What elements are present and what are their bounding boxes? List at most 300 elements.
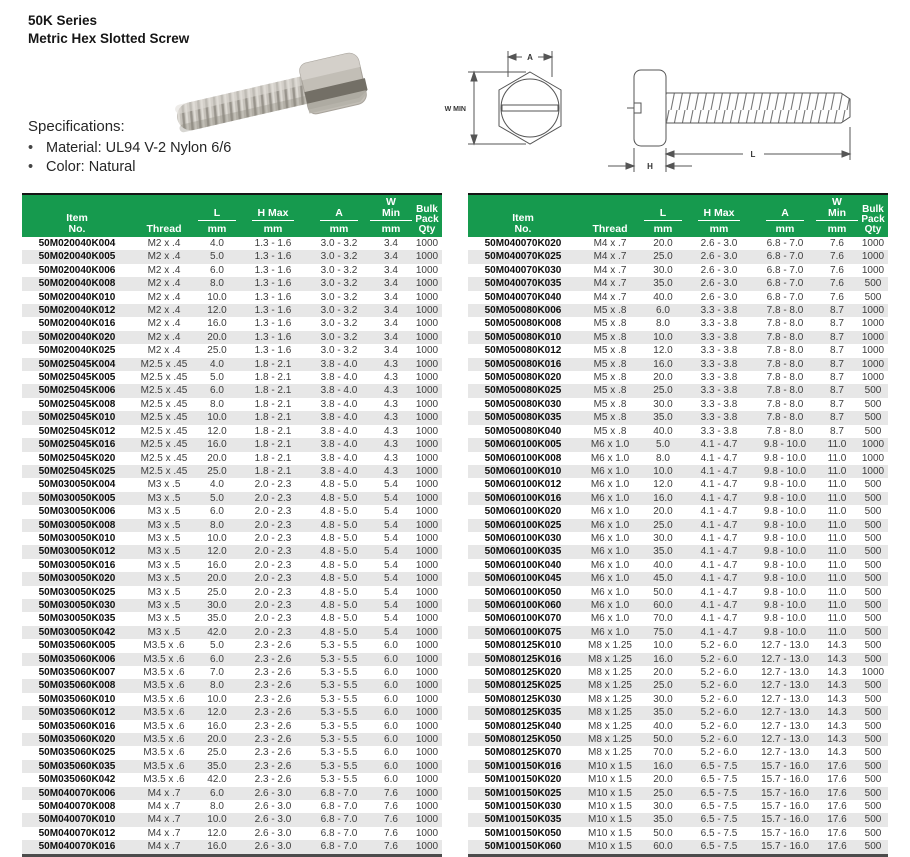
length-cell: 5.0 (210, 640, 224, 652)
item-no-cell: 50M100150K020 (484, 774, 562, 786)
thread-cell: M4 x .7 (593, 238, 627, 249)
a-dim-cell: 7.8 - 8.0 (766, 318, 804, 330)
length-cell: 12.0 (207, 707, 227, 719)
hex-front-view (468, 51, 561, 144)
h-max-cell: 6.5 - 7.5 (700, 787, 738, 799)
item-no-cell: 50M060100K020 (484, 506, 562, 518)
length-cell: 12.0 (207, 425, 227, 437)
h-max-cell: 1.8 - 2.1 (254, 452, 292, 464)
a-dim-cell: 5.3 - 5.5 (320, 693, 358, 705)
item-no-cell: 50M060100K040 (484, 559, 562, 571)
h-max-cell: 2.3 - 2.6 (254, 774, 292, 786)
length-cell: 40.0 (653, 559, 673, 571)
table-row (22, 465, 442, 478)
h-max-cell: 4.1 - 4.7 (700, 506, 738, 518)
qty-cell: 500 (864, 532, 882, 544)
w-min-cell: 3.4 (384, 251, 398, 263)
col-header-h-max: H Max mm (684, 194, 754, 237)
a-dim-cell: 7.8 - 8.0 (766, 398, 804, 410)
w-min-cell: 4.3 (384, 452, 398, 464)
a-dim-cell: 6.8 - 7.0 (766, 264, 804, 276)
item-no-cell: 50M025045K012 (38, 425, 116, 437)
h-max-cell: 6.5 - 7.5 (700, 814, 738, 826)
thread-cell: M5 x .8 (593, 385, 627, 397)
thread-cell: M3 x .5 (147, 479, 181, 491)
length-cell: 6.0 (210, 506, 224, 518)
h-max-cell: 2.6 - 3.0 (254, 787, 292, 799)
w-min-cell: 7.6 (830, 291, 844, 303)
item-no-cell: 50M030050K004 (38, 479, 116, 491)
item-no-cell: 50M100150K030 (484, 801, 562, 813)
table-row (468, 291, 888, 304)
table-row (22, 438, 442, 451)
qty-cell: 1000 (415, 238, 439, 249)
qty-cell: 500 (864, 747, 882, 759)
thread-cell: M2.5 x .45 (140, 465, 188, 477)
table-row (468, 840, 888, 855)
a-dim-cell: 4.8 - 5.0 (320, 586, 358, 598)
item-no-cell: 50M035060K016 (38, 720, 116, 732)
h-max-cell: 2.6 - 3.0 (254, 814, 292, 826)
w-min-cell: 6.0 (384, 640, 398, 652)
h-max-cell: 2.3 - 2.6 (254, 747, 292, 759)
w-min-cell: 3.4 (384, 238, 398, 249)
a-dim-cell: 12.7 - 13.0 (761, 680, 809, 692)
table-row (468, 733, 888, 746)
qty-cell: 500 (864, 720, 882, 732)
length-cell: 42.0 (207, 774, 227, 786)
length-cell: 30.0 (653, 398, 673, 410)
length-cell: 20.0 (653, 372, 673, 384)
table-row (468, 237, 888, 250)
thread-cell: M5 x .8 (593, 331, 627, 343)
item-no-cell: 50M100150K060 (484, 841, 562, 853)
length-cell: 5.0 (210, 492, 224, 504)
a-dim-cell: 6.8 - 7.0 (320, 841, 358, 853)
qty-cell: 1000 (415, 398, 439, 410)
qty-cell: 1000 (861, 331, 885, 343)
table-row (468, 492, 888, 505)
h-max-cell: 3.3 - 3.8 (700, 331, 738, 343)
length-cell: 10.0 (207, 291, 227, 303)
w-min-cell: 4.3 (384, 439, 398, 451)
w-min-cell: 14.3 (827, 720, 847, 732)
thread-cell: M4 x .7 (147, 841, 181, 853)
w-min-cell: 4.3 (384, 358, 398, 370)
length-cell: 7.0 (210, 667, 224, 678)
item-no-cell: 50M025045K004 (38, 358, 116, 370)
thread-cell: M2 x .4 (147, 251, 181, 263)
w-min-cell: 8.7 (830, 345, 844, 357)
a-dim-cell: 6.8 - 7.0 (320, 801, 358, 813)
table-row (22, 787, 442, 800)
length-cell: 25.0 (207, 345, 227, 357)
length-cell: 10.0 (207, 412, 227, 424)
item-no-cell: 50M030050K008 (38, 519, 116, 531)
table-body-right (468, 237, 888, 855)
thread-cell: M6 x 1.0 (590, 439, 630, 451)
qty-cell: 1000 (415, 452, 439, 464)
h-max-cell: 5.2 - 6.0 (700, 693, 738, 705)
thread-cell: M2 x .4 (147, 318, 181, 330)
a-dim-cell: 5.3 - 5.5 (320, 680, 358, 692)
thread-cell: M6 x 1.0 (590, 546, 630, 558)
table-row (468, 559, 888, 572)
table-row (22, 626, 442, 639)
qty-cell: 1000 (415, 667, 439, 678)
length-cell: 20.0 (207, 331, 227, 343)
item-no-cell: 50M035060K007 (38, 667, 116, 678)
table-row (468, 371, 888, 384)
w-min-cell: 3.4 (384, 291, 398, 303)
length-cell: 30.0 (653, 532, 673, 544)
w-min-cell: 11.0 (827, 532, 847, 544)
h-max-cell: 4.1 - 4.7 (700, 452, 738, 464)
item-no-cell: 50M060100K075 (484, 626, 562, 638)
w-min-cell: 6.0 (384, 667, 398, 678)
thread-cell: M6 x 1.0 (590, 573, 630, 585)
length-cell: 25.0 (653, 385, 673, 397)
qty-cell: 500 (864, 774, 882, 786)
qty-cell: 500 (864, 801, 882, 813)
table-row (22, 237, 442, 250)
item-no-cell: 50M060100K035 (484, 546, 562, 558)
a-dim-cell: 4.8 - 5.0 (320, 573, 358, 585)
item-no-cell: 50M025045K016 (38, 439, 116, 451)
thread-cell: M2 x .4 (147, 291, 181, 303)
w-min-cell: 14.3 (827, 680, 847, 692)
thread-cell: M8 x 1.25 (588, 720, 632, 732)
length-cell: 5.0 (210, 372, 224, 384)
qty-cell: 1000 (415, 425, 439, 437)
h-max-cell: 2.0 - 2.3 (254, 599, 292, 611)
qty-cell: 500 (864, 599, 882, 611)
item-no-cell: 50M080125K025 (484, 680, 562, 692)
thread-cell: M3.5 x .6 (143, 667, 185, 678)
h-max-cell: 4.1 - 4.7 (700, 626, 738, 638)
thread-cell: M3.5 x .6 (143, 734, 185, 746)
table-header-right (468, 194, 888, 237)
bullet-icon: • (28, 140, 34, 156)
qty-cell: 1000 (415, 264, 439, 276)
a-dim-cell: 3.8 - 4.0 (320, 465, 358, 477)
h-max-cell: 2.0 - 2.3 (254, 626, 292, 638)
qty-cell: 1000 (861, 439, 885, 451)
a-dim-cell: 15.7 - 16.0 (761, 774, 809, 786)
a-dim-cell: 9.8 - 10.0 (763, 492, 807, 504)
length-cell: 75.0 (653, 626, 673, 638)
a-dim-cell: 12.7 - 13.0 (761, 720, 809, 732)
h-max-cell: 4.1 - 4.7 (700, 479, 738, 491)
h-max-cell: 3.3 - 3.8 (700, 372, 738, 384)
table-row (468, 384, 888, 397)
qty-cell: 1000 (861, 318, 885, 330)
w-min-cell: 3.4 (384, 331, 398, 343)
a-dim-cell: 5.3 - 5.5 (320, 760, 358, 772)
technical-drawing (438, 20, 906, 193)
thread-cell: M2.5 x .45 (140, 439, 188, 451)
qty-cell: 1000 (415, 774, 439, 786)
a-dim-cell: 3.0 - 3.2 (320, 345, 358, 357)
table-row (468, 800, 888, 813)
item-no-cell: 50M060100K010 (484, 465, 562, 477)
w-min-cell: 6.0 (384, 693, 398, 705)
length-cell: 12.0 (207, 305, 227, 317)
length-cell: 10.0 (207, 532, 227, 544)
h-max-cell: 2.0 - 2.3 (254, 586, 292, 598)
thread-cell: M5 x .8 (593, 425, 627, 437)
a-dim-cell: 3.8 - 4.0 (320, 412, 358, 424)
h-max-cell: 3.3 - 3.8 (700, 398, 738, 410)
h-max-cell: 5.2 - 6.0 (700, 667, 738, 678)
item-no-cell: 50M060100K016 (484, 492, 562, 504)
length-cell: 6.0 (210, 385, 224, 397)
qty-cell: 500 (864, 479, 882, 491)
length-cell: 10.0 (207, 693, 227, 705)
a-dim-cell: 5.3 - 5.5 (320, 667, 358, 678)
length-cell: 25.0 (207, 747, 227, 759)
qty-cell: 500 (864, 278, 882, 290)
qty-cell: 500 (864, 626, 882, 638)
header-row (22, 194, 442, 237)
item-no-cell: 50M040070K040 (484, 291, 562, 303)
thread-cell: M3 x .5 (147, 573, 181, 585)
w-min-cell: 11.0 (827, 492, 847, 504)
qty-cell: 1000 (415, 559, 439, 571)
item-no-cell: 50M020040K010 (38, 291, 116, 303)
w-min-cell: 4.3 (384, 385, 398, 397)
a-dim-cell: 4.8 - 5.0 (320, 599, 358, 611)
h-max-cell: 5.2 - 6.0 (700, 640, 738, 652)
item-no-cell: 50M025045K006 (38, 385, 116, 397)
table-row (22, 559, 442, 572)
w-min-cell: 5.4 (384, 599, 398, 611)
thread-cell: M3 x .5 (147, 559, 181, 571)
table-row (22, 706, 442, 719)
w-min-cell: 5.4 (384, 573, 398, 585)
h-max-cell: 1.3 - 1.6 (254, 345, 292, 357)
qty-cell: 1000 (415, 599, 439, 611)
table-row (22, 720, 442, 733)
col-header-item-no: Item No. (22, 194, 132, 237)
item-no-cell: 50M035060K012 (38, 707, 116, 719)
qty-cell: 1000 (415, 814, 439, 826)
col-header-thread: Thread (578, 194, 642, 237)
h-max-cell: 1.8 - 2.1 (254, 398, 292, 410)
col-header-w-min: W Min mm (370, 194, 412, 237)
w-min-cell: 17.6 (827, 760, 847, 772)
h-max-cell: 2.6 - 3.0 (700, 278, 738, 290)
a-dim-cell: 9.8 - 10.0 (763, 479, 807, 491)
table-row (468, 827, 888, 840)
item-no-cell: 50M050080K035 (484, 412, 562, 424)
thread-cell: M6 x 1.0 (590, 626, 630, 638)
qty-cell: 500 (864, 653, 882, 665)
thread-cell: M10 x 1.5 (588, 841, 632, 853)
a-dim-cell: 12.7 - 13.0 (761, 667, 809, 678)
a-dim-cell: 3.0 - 3.2 (320, 318, 358, 330)
qty-cell: 1000 (861, 238, 885, 249)
length-cell: 40.0 (653, 720, 673, 732)
a-dim-cell: 7.8 - 8.0 (766, 331, 804, 343)
h-max-cell: 3.3 - 3.8 (700, 345, 738, 357)
qty-cell: 1000 (415, 251, 439, 263)
length-cell: 70.0 (653, 613, 673, 625)
thread-cell: M8 x 1.25 (588, 653, 632, 665)
item-no-cell: 50M030050K030 (38, 599, 116, 611)
length-cell: 8.0 (210, 278, 224, 290)
table-row (22, 760, 442, 773)
table-row (22, 653, 442, 666)
h-max-cell: 4.1 - 4.7 (700, 573, 738, 585)
item-no-cell: 50M050080K025 (484, 385, 562, 397)
qty-cell: 1000 (415, 640, 439, 652)
w-min-cell: 3.4 (384, 305, 398, 317)
spec-material (28, 140, 231, 156)
item-no-cell: 50M050080K016 (484, 358, 562, 370)
a-dim-cell: 5.3 - 5.5 (320, 720, 358, 732)
length-cell: 30.0 (653, 264, 673, 276)
length-cell: 50.0 (653, 586, 673, 598)
a-dim-cell: 12.7 - 13.0 (761, 640, 809, 652)
qty-cell: 1000 (415, 331, 439, 343)
h-max-cell: 2.3 - 2.6 (254, 734, 292, 746)
a-dim-cell: 15.7 - 16.0 (761, 814, 809, 826)
qty-cell: 1000 (415, 707, 439, 719)
length-cell: 20.0 (653, 667, 673, 678)
thread-cell: M4 x .7 (147, 801, 181, 813)
table-row (22, 800, 442, 813)
h-max-cell: 2.0 - 2.3 (254, 532, 292, 544)
thread-cell: M8 x 1.25 (588, 707, 632, 719)
qty-cell: 500 (864, 385, 882, 397)
w-min-cell: 7.6 (830, 264, 844, 276)
qty-cell: 1000 (415, 305, 439, 317)
dimension-diagram (438, 20, 906, 188)
w-min-cell: 6.0 (384, 774, 398, 786)
item-no-cell: 50M100150K035 (484, 814, 562, 826)
table-row (22, 746, 442, 759)
a-dim-cell: 4.8 - 5.0 (320, 613, 358, 625)
thread-cell: M5 x .8 (593, 372, 627, 384)
thread-cell: M8 x 1.25 (588, 747, 632, 759)
w-min-cell: 11.0 (827, 613, 847, 625)
h-max-cell: 1.3 - 1.6 (254, 305, 292, 317)
length-cell: 16.0 (653, 760, 673, 772)
length-cell: 60.0 (653, 599, 673, 611)
length-cell: 12.0 (207, 546, 227, 558)
a-dim-cell: 5.3 - 5.5 (320, 747, 358, 759)
a-dim-cell: 15.7 - 16.0 (761, 787, 809, 799)
col-header-bulk-pack-qty: Bulk Pack Qty (412, 194, 442, 237)
table-row (22, 545, 442, 558)
w-min-cell: 11.0 (827, 573, 847, 585)
w-min-cell: 7.6 (384, 814, 398, 826)
a-dim-cell: 6.8 - 7.0 (766, 238, 804, 249)
h-max-cell: 1.8 - 2.1 (254, 425, 292, 437)
specifications-section (28, 118, 231, 178)
thread-cell: M3.5 x .6 (143, 760, 185, 772)
item-no-cell: 50M080125K070 (484, 747, 562, 759)
thread-cell: M6 x 1.0 (590, 506, 630, 518)
col-header-bulk-pack-qty: Bulk Pack Qty (858, 194, 888, 237)
w-min-cell: 11.0 (827, 452, 847, 464)
item-no-cell: 50M030050K016 (38, 559, 116, 571)
qty-cell: 500 (864, 841, 882, 853)
a-dim-cell: 12.7 - 13.0 (761, 734, 809, 746)
a-dim-cell: 6.8 - 7.0 (766, 251, 804, 263)
qty-cell: 1000 (415, 787, 439, 799)
w-min-cell: 5.4 (384, 626, 398, 638)
a-dim-cell: 3.8 - 4.0 (320, 398, 358, 410)
table-row (22, 344, 442, 357)
qty-cell: 1000 (415, 492, 439, 504)
item-no-cell: 50M040070K012 (38, 827, 116, 839)
qty-cell: 1000 (861, 372, 885, 384)
length-cell: 20.0 (653, 238, 673, 249)
w-min-cell: 7.6 (384, 801, 398, 813)
h-max-cell: 2.6 - 3.0 (700, 264, 738, 276)
length-cell: 35.0 (653, 814, 673, 826)
qty-cell: 500 (864, 693, 882, 705)
thread-cell: M2.5 x .45 (140, 358, 188, 370)
qty-cell: 500 (864, 640, 882, 652)
table-row (22, 827, 442, 840)
a-dim-cell: 3.0 - 3.2 (320, 278, 358, 290)
qty-cell: 1000 (415, 385, 439, 397)
w-min-cell: 11.0 (827, 586, 847, 598)
h-max-cell: 3.3 - 3.8 (700, 425, 738, 437)
h-max-cell: 5.2 - 6.0 (700, 720, 738, 732)
item-no-cell: 50M020040K008 (38, 278, 116, 290)
thread-cell: M2.5 x .45 (140, 398, 188, 410)
thread-cell: M8 x 1.25 (588, 734, 632, 746)
item-no-cell: 50M030050K012 (38, 546, 116, 558)
length-cell: 10.0 (653, 640, 673, 652)
table-row (22, 277, 442, 290)
length-cell: 25.0 (207, 586, 227, 598)
table-row (468, 626, 888, 639)
col-header-item-no: Item No. (468, 194, 578, 237)
thread-cell: M6 x 1.0 (590, 479, 630, 491)
qty-cell: 1000 (415, 546, 439, 558)
w-min-cell: 6.0 (384, 653, 398, 665)
length-cell: 20.0 (653, 774, 673, 786)
col-header-h-max: H Max mm (238, 194, 308, 237)
item-no-cell: 50M060100K045 (484, 573, 562, 585)
length-cell: 35.0 (207, 760, 227, 772)
table-row (468, 532, 888, 545)
item-no-cell: 50M020040K004 (38, 238, 116, 249)
table-row (22, 452, 442, 465)
thread-cell: M8 x 1.25 (588, 667, 632, 678)
item-no-cell: 50M060100K050 (484, 586, 562, 598)
thread-cell: M3.5 x .6 (143, 747, 185, 759)
qty-cell: 500 (864, 559, 882, 571)
length-cell: 4.0 (210, 479, 224, 491)
table-row (22, 599, 442, 612)
thread-cell: M5 x .8 (593, 345, 627, 357)
w-min-cell: 6.0 (384, 720, 398, 732)
h-max-cell: 1.3 - 1.6 (254, 318, 292, 330)
h-max-cell: 5.2 - 6.0 (700, 653, 738, 665)
qty-cell: 1000 (861, 667, 885, 678)
w-min-cell: 17.6 (827, 827, 847, 839)
thread-cell: M10 x 1.5 (588, 827, 632, 839)
length-cell: 10.0 (653, 331, 673, 343)
length-cell: 25.0 (653, 251, 673, 263)
length-cell: 6.0 (210, 787, 224, 799)
